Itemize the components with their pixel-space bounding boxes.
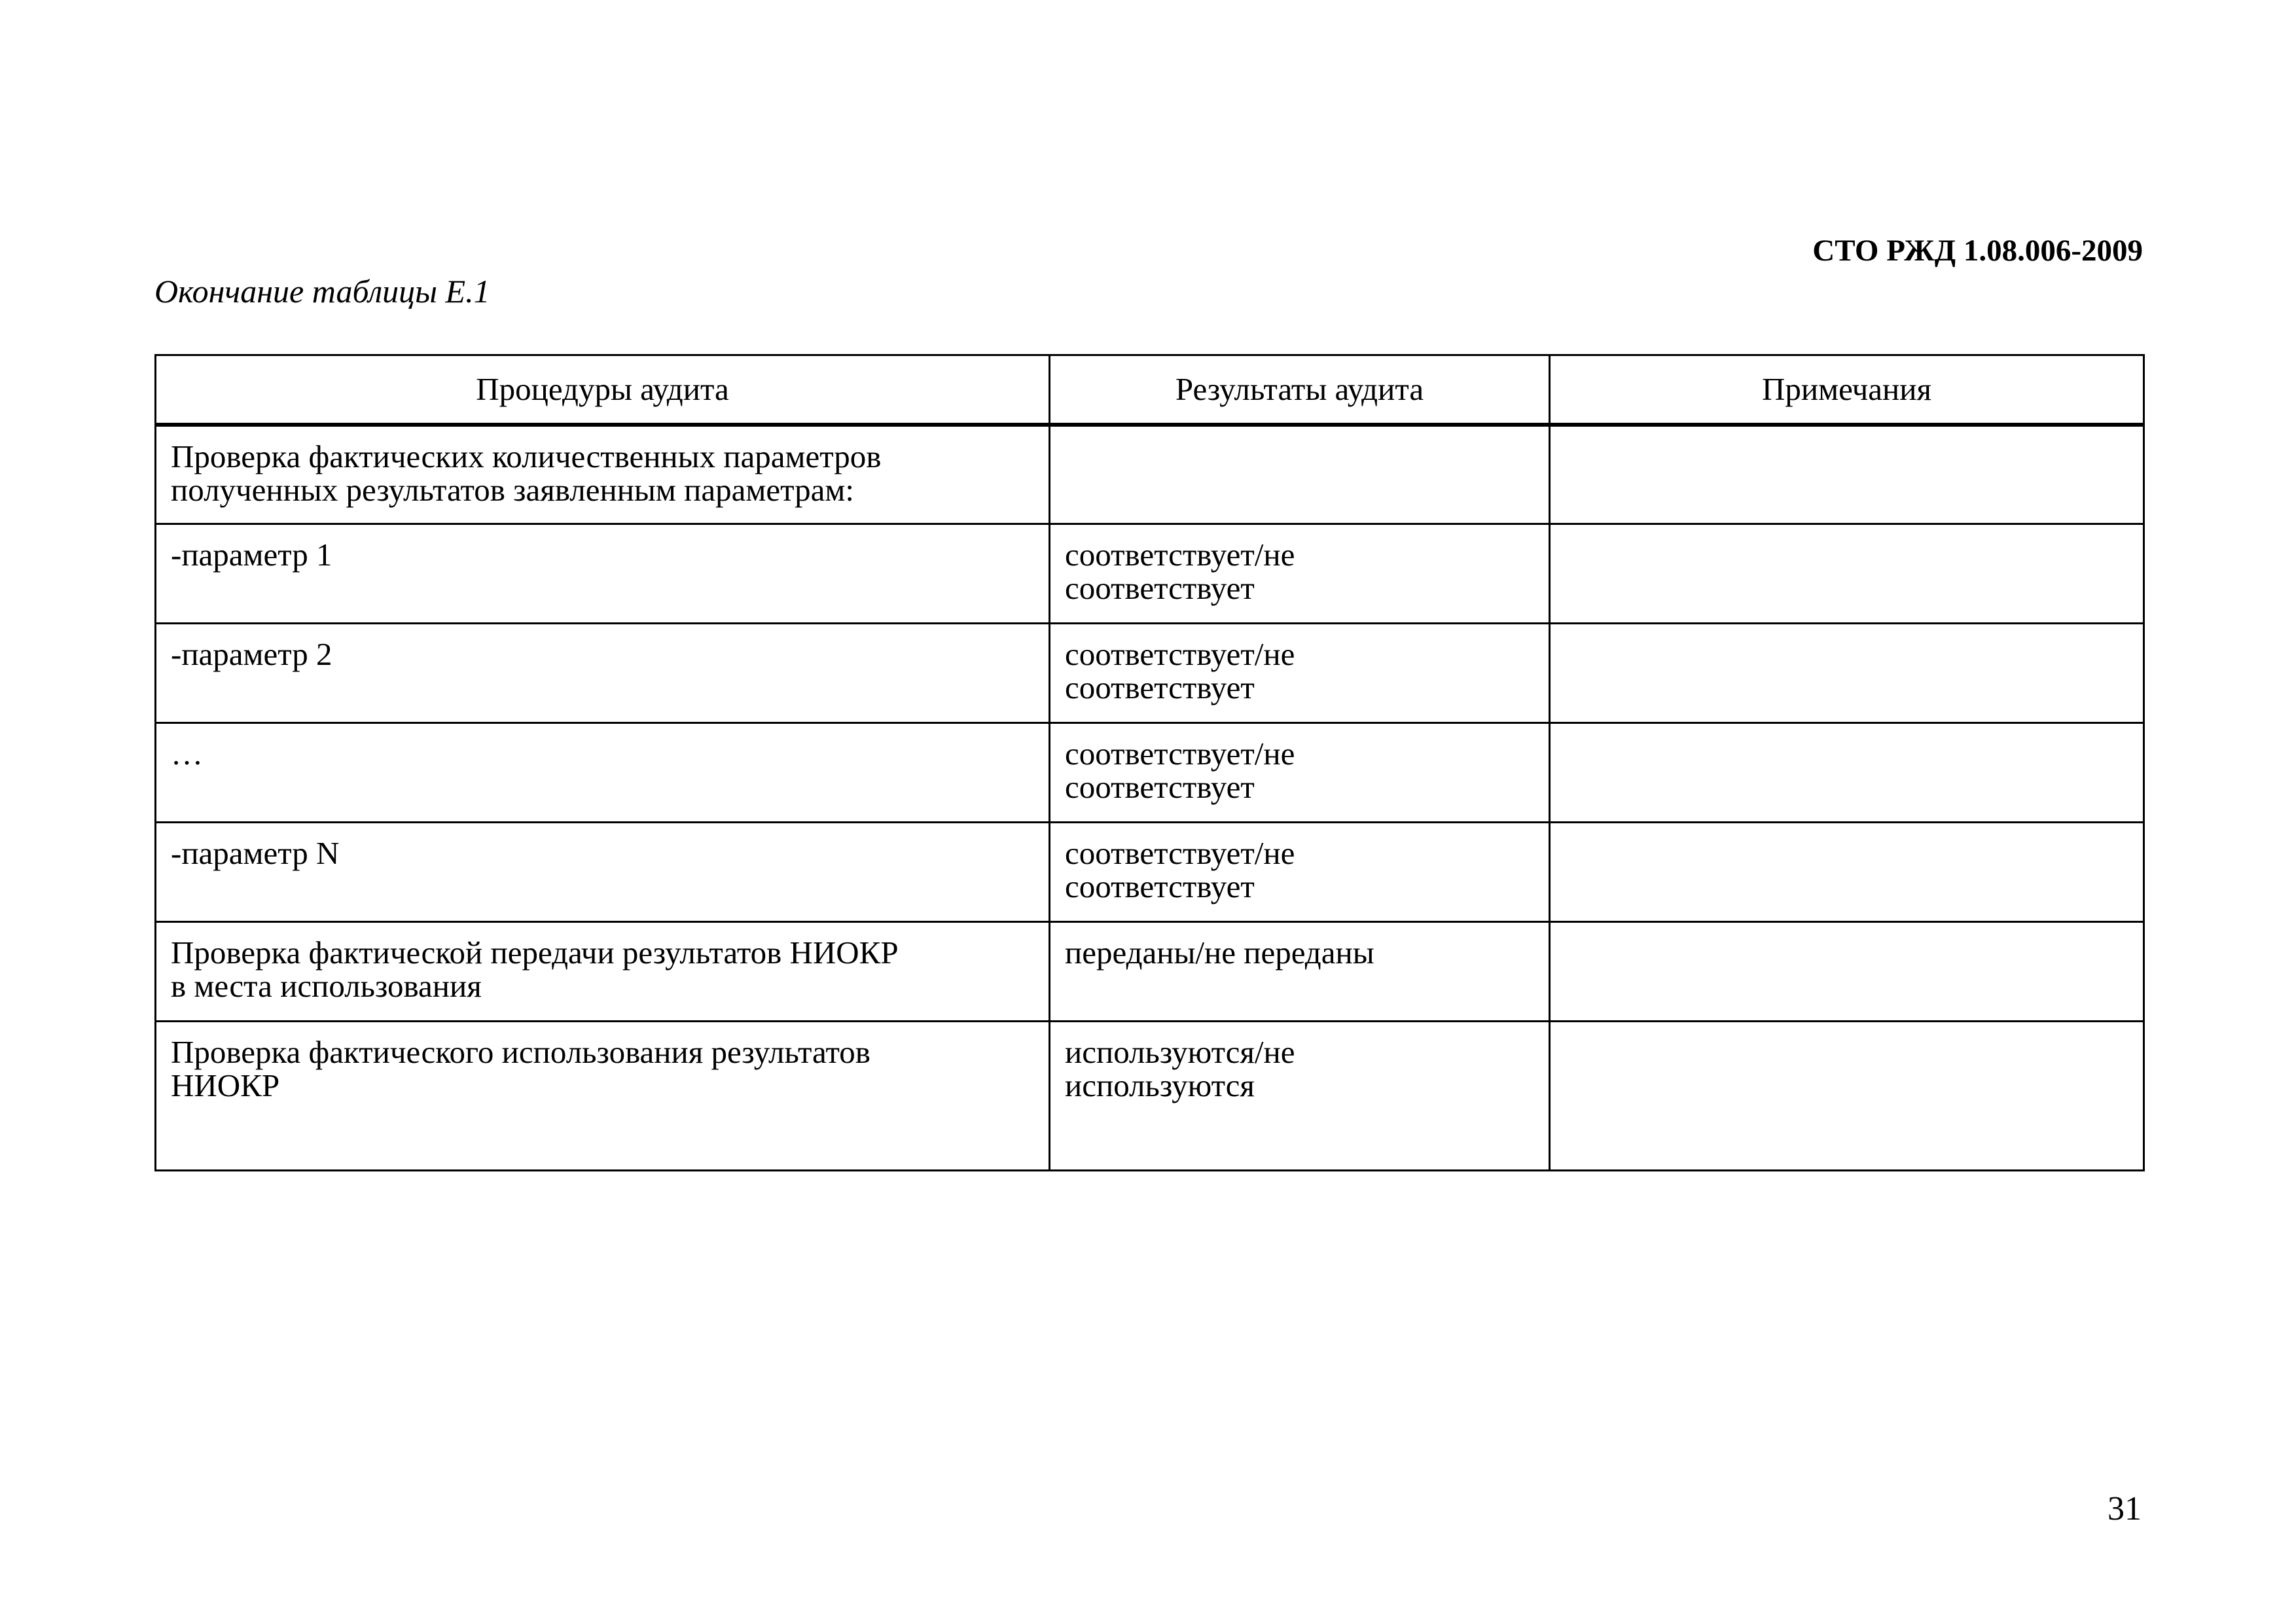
result-cell (1050, 823, 1550, 922)
column-header-results: Результаты аудита (1050, 355, 1550, 425)
procedure-cell (156, 524, 1050, 624)
procedure-cell (156, 425, 1050, 524)
procedure-cell (156, 723, 1050, 823)
column-header-notes: Примечания (1550, 355, 2144, 425)
procedure-text: … (171, 736, 203, 772)
table-row (156, 524, 2144, 624)
table-row (156, 624, 2144, 723)
result-text: используются/не используются (1065, 1034, 1295, 1103)
note-cell (1550, 922, 2144, 1022)
procedure-cell (156, 1022, 1050, 1171)
result-text: соответствует/не соответствует (1065, 835, 1295, 904)
result-cell (1050, 425, 1550, 524)
table-row (156, 425, 2144, 524)
procedure-cell (156, 624, 1050, 723)
column-header-procedures: Процедуры аудита (156, 355, 1050, 425)
result-cell (1050, 624, 1550, 723)
procedure-cell (156, 823, 1050, 922)
procedure-text: Проверка фактического использования результатов НИОКР (171, 1034, 870, 1103)
note-cell (1550, 624, 2144, 723)
note-cell (1550, 524, 2144, 624)
result-text: переданы/не переданы (1065, 935, 1374, 971)
procedure-cell (156, 922, 1050, 1022)
page-number: 31 (2108, 1490, 2142, 1527)
table-row (156, 1022, 2144, 1171)
table-row (156, 922, 2144, 1022)
table-row (156, 823, 2144, 922)
procedure-text: -параметр 1 (171, 537, 332, 573)
table-caption: Окончание таблицы Е.1 (154, 273, 490, 310)
result-cell (1050, 1022, 1550, 1171)
note-cell (1550, 723, 2144, 823)
procedure-text: Проверка фактических количественных параметров полученных результатов заявленным параметрам: (171, 438, 882, 508)
procedure-text: -параметр 2 (171, 636, 332, 672)
result-text: соответствует/не соответствует (1065, 636, 1295, 705)
note-cell (1550, 425, 2144, 524)
result-cell (1050, 723, 1550, 823)
note-cell (1550, 1022, 2144, 1171)
procedure-text: -параметр N (171, 835, 340, 871)
audit-table (154, 354, 2145, 1171)
procedure-text: Проверка фактической передачи результатов НИОКР в места использования (171, 935, 899, 1004)
result-cell (1050, 922, 1550, 1022)
result-cell (1050, 524, 1550, 624)
result-text: соответствует/не соответствует (1065, 537, 1295, 606)
table-row (156, 723, 2144, 823)
note-cell (1550, 823, 2144, 922)
document-code: СТО РЖД 1.08.006-2009 (1812, 234, 2143, 268)
result-text: соответствует/не соответствует (1065, 736, 1295, 805)
table-header-row (156, 355, 2144, 425)
